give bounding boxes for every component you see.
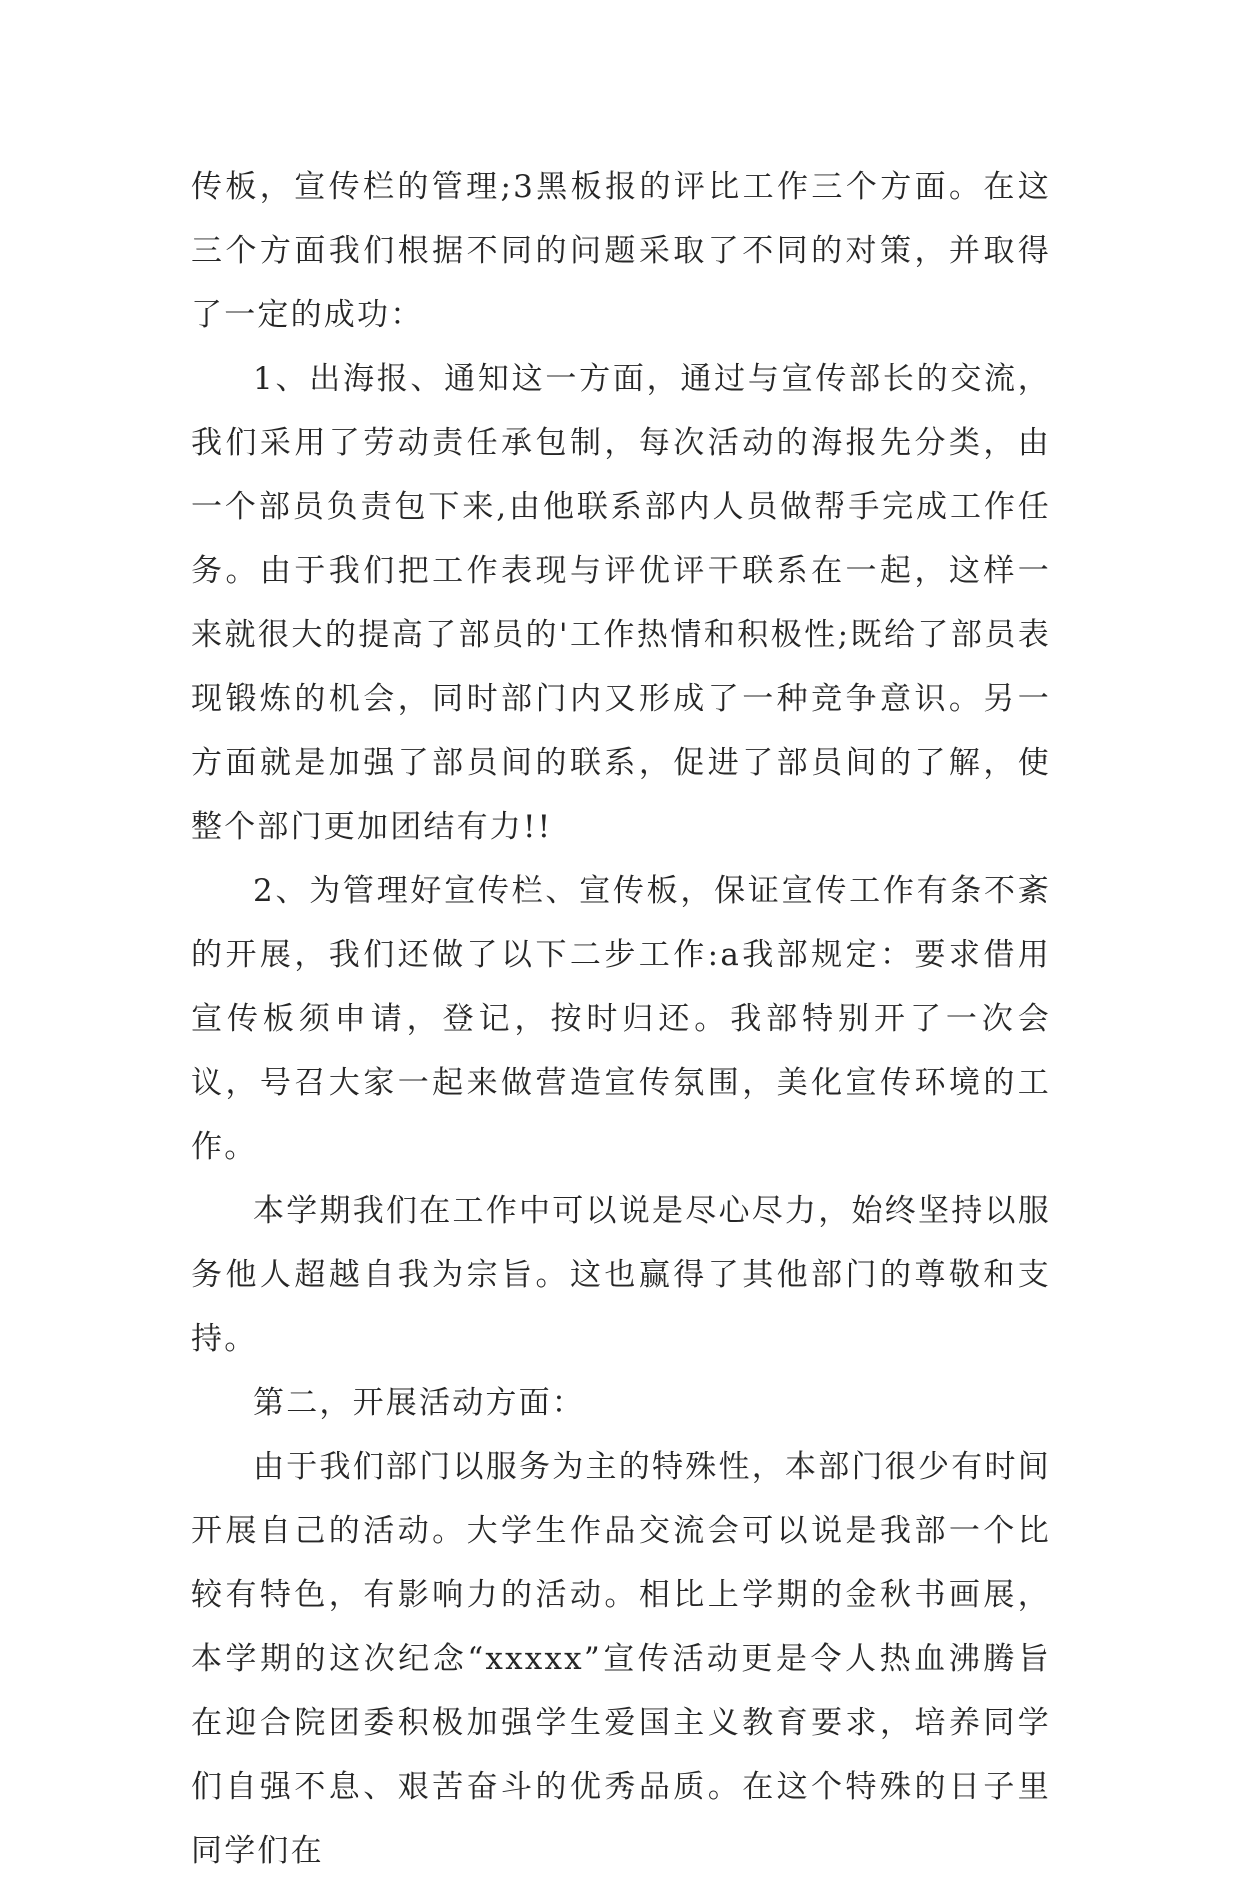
paragraph-summary: 本学期我们在工作中可以说是尽心尽力，始终坚持以服务他人超越自我为宗旨。这也赢得了其他部门的尊敬和支持。: [191, 1193, 1051, 1357]
document-body: [191, 155, 1051, 1883]
section-heading-activities: 第二，开展活动方面：: [253, 1385, 585, 1421]
paragraph-activities: 由于我们部门以服务为主的特殊性，本部门很少有时间开展自己的活动。大学生作品交流会可以说是我部一个比较有特色，有影响力的活动。相比上学期的金秋书画展，本学期的这次纪念“xxxxx”宣传活动更是令人热血沸腾旨在迎合院团委积极加强学生爱国主义教育要求，培养同学们自强不息、艰苦奋斗的优秀品质。在这个特殊的日子里同学们在: [191, 1449, 1051, 1869]
paragraph-boards: 2、为管理好宣传栏、宣传板，保证宣传工作有条不紊的开展，我们还做了以下二步工作:a我部规定：要求借用宣传板须申请，登记，按时归还。我部特别开了一次会议，号召大家一起来做营造宣传氛围，美化宣传环境的工作。: [191, 873, 1051, 1165]
paragraph-posters: 1、出海报、通知这一方面，通过与宣传部长的交流，我们采用了劳动责任承包制，每次活动的海报先分类，由一个部员负责包下来,由他联系部内人员做帮手完成工作任务。由于我们把工作表现与评优评干联系在一起，这样一来就很大的提高了部员的'工作热情和积极性;既给了部员表现锻炼的机会，同时部门内又形成了一种竞争意识。另一方面就是加强了部员间的联系，促进了部员间的了解，使整个部门更加团结有力!!: [191, 361, 1051, 845]
paragraph-intro: 传板，宣传栏的管理;3黑板报的评比工作三个方面。在这三个方面我们根据不同的问题采取了不同的对策，并取得了一定的成功：: [191, 169, 1051, 333]
